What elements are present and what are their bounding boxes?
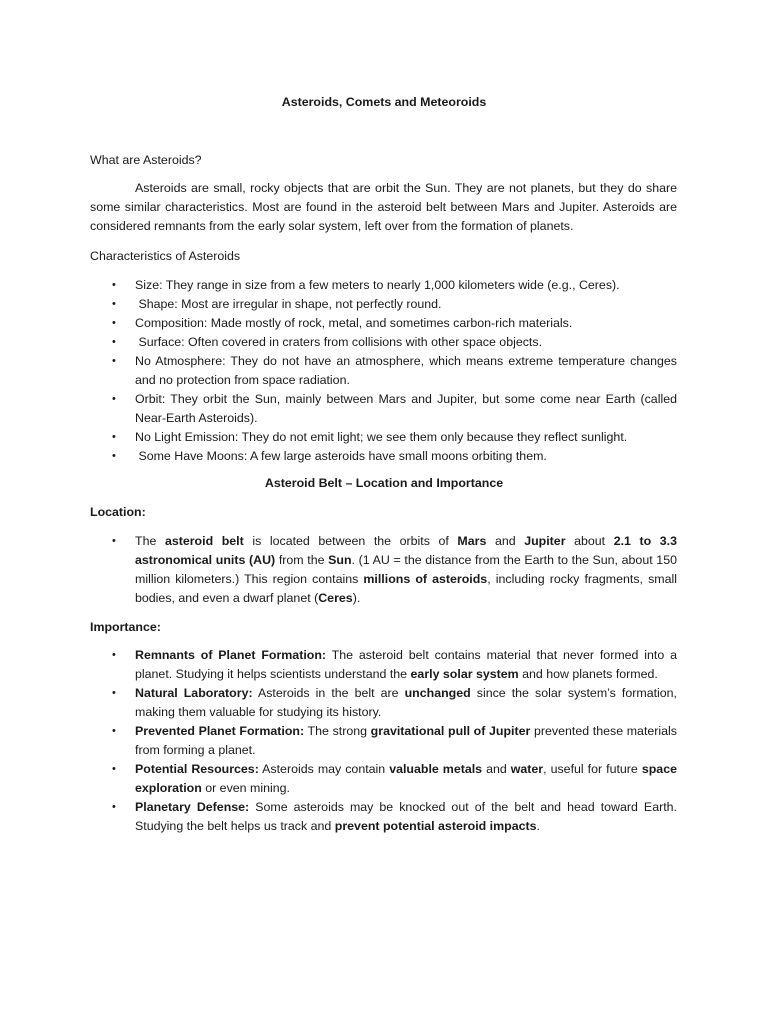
text-run: and	[486, 534, 525, 548]
text-run: and how planets formed.	[518, 667, 658, 681]
bold-run: Ceres	[318, 591, 353, 605]
list-item	[112, 314, 677, 333]
bullet-icon: •	[112, 355, 116, 367]
bullet-icon: •	[112, 535, 116, 547]
text-run: or even mining.	[201, 781, 290, 795]
bold-run: valuable metals	[389, 762, 483, 776]
list-item	[112, 532, 677, 608]
characteristics-list	[112, 276, 677, 466]
bold-run: early solar system	[410, 667, 519, 681]
document-title: Asteroids, Comets and Meteoroids	[281, 95, 487, 109]
list-item	[112, 333, 677, 352]
item-label: Remnants of Planet Formation:	[135, 648, 327, 662]
text-run: since the solar system’s formation, making them valuable for studying its history.	[135, 686, 678, 719]
list-item	[112, 428, 677, 447]
list-item-text: Orbit: They orbit the Sun, mainly between Mars and Jupiter, but some come near Earth (called Near-Earth Asteroids).	[135, 392, 677, 425]
bold-run: Jupiter	[524, 534, 566, 548]
bullet-icon: •	[112, 801, 116, 813]
list-item	[112, 447, 677, 466]
text-run: The strong	[304, 724, 371, 738]
bullet-icon: •	[112, 725, 116, 737]
list-item-text: Shape: Most are irregular in shape, not perfectly round.	[135, 297, 442, 311]
list-item-text: Size: They range in size from a few meters to nearly 1,000 kilometers wide (e.g., Ceres).	[135, 278, 620, 292]
list-item	[112, 760, 677, 798]
text-run: from the	[275, 553, 329, 567]
text-run: ).	[352, 591, 361, 605]
bullet-icon: •	[112, 393, 116, 405]
text-run: Some asteroids may be knocked out of the belt and head toward Earth. Studying the belt helps us track and	[135, 800, 677, 833]
list-item-text: Composition: Made mostly of rock, metal, and sometimes carbon-rich materials.	[135, 316, 573, 330]
text-run: is located between the orbits of	[243, 534, 458, 548]
item-label: Natural Laboratory:	[135, 686, 253, 700]
bullet-icon: •	[112, 431, 116, 443]
bullet-icon: •	[112, 279, 116, 291]
text-run: , including rocky fragments, small bodies, and even a dwarf planet (	[135, 572, 677, 605]
item-label: Planetary Defense:	[135, 800, 250, 814]
importance-heading: Importance:	[90, 620, 161, 634]
text-run: Asteroids may contain	[258, 762, 390, 776]
bold-run: space exploration	[135, 762, 677, 795]
bullet-icon: •	[112, 450, 116, 462]
item-label: Prevented Planet Formation:	[135, 724, 305, 738]
text-run: .	[536, 819, 540, 833]
location-heading: Location:	[90, 505, 146, 519]
text-run: , useful for future	[543, 762, 642, 776]
item-label: Potential Resources:	[135, 762, 259, 776]
bold-run: Mars	[457, 534, 487, 548]
list-item	[112, 646, 677, 684]
list-item	[112, 684, 677, 722]
list-item-text: Surface: Often covered in craters from collisions with other space objects.	[135, 335, 543, 349]
list-item-text: No Atmosphere: They do not have an atmosphere, which means extreme temperature changes and no protection from space radiation.	[135, 354, 677, 387]
text-run: The	[135, 534, 165, 548]
bullet-icon: •	[112, 763, 116, 775]
asteroid-belt-heading: Asteroid Belt – Location and Importance	[264, 476, 504, 490]
bullet-icon: •	[112, 317, 116, 329]
bold-run: gravitational pull of Jupiter	[370, 724, 531, 738]
bold-run: prevent potential asteroid impacts	[334, 819, 537, 833]
text-run: Asteroids in the belt are	[252, 686, 405, 700]
text-run: and	[482, 762, 511, 776]
bold-run: millions of asteroids	[363, 572, 488, 586]
bullet-icon: •	[112, 298, 116, 310]
list-item	[112, 390, 677, 428]
bold-run: 2.1 to 3.3 astronomical units (AU)	[135, 534, 677, 567]
bold-run: unchanged	[404, 686, 471, 700]
list-item	[112, 276, 677, 295]
text-run: The asteroid belt contains material that never formed into a planet. Studying it helps scientists understand the	[135, 648, 677, 681]
list-item	[112, 722, 677, 760]
list-item	[112, 295, 677, 314]
bullet-icon: •	[112, 336, 116, 348]
bullet-icon: •	[112, 649, 116, 661]
text-run: prevented these materials from forming a planet.	[135, 724, 678, 757]
list-item	[112, 352, 677, 390]
list-item-text: No Light Emission: They do not emit light; we see them only because they reflect sunlight.	[135, 430, 628, 444]
section-heading-what-are-asteroids: What are Asteroids?	[90, 153, 202, 167]
location-list	[112, 532, 677, 608]
text-run: . (1 AU = the distance from the Earth to the Sun, about 150 million kilometers.) This region contains	[135, 553, 677, 586]
characteristics-heading: Characteristics of Asteroids	[90, 249, 241, 263]
bullet-icon: •	[112, 687, 116, 699]
location-text	[135, 534, 677, 605]
importance-list	[112, 646, 677, 836]
bold-run: asteroid belt	[164, 534, 244, 548]
list-item	[112, 798, 677, 836]
bold-run: water	[510, 762, 544, 776]
intro-paragraph: Asteroids are small, rocky objects that are orbit the Sun. They are not planets, but they do share some similar characteristics. Most are found in the asteroid belt between Mars and Jupiter. Asteroids are considered remnants from the early solar system, left over from the formation of planets.	[90, 181, 677, 233]
text-run: about	[565, 534, 614, 548]
bold-run: Sun	[328, 553, 352, 567]
list-item-text: Some Have Moons: A few large asteroids have small moons orbiting them.	[135, 449, 547, 463]
